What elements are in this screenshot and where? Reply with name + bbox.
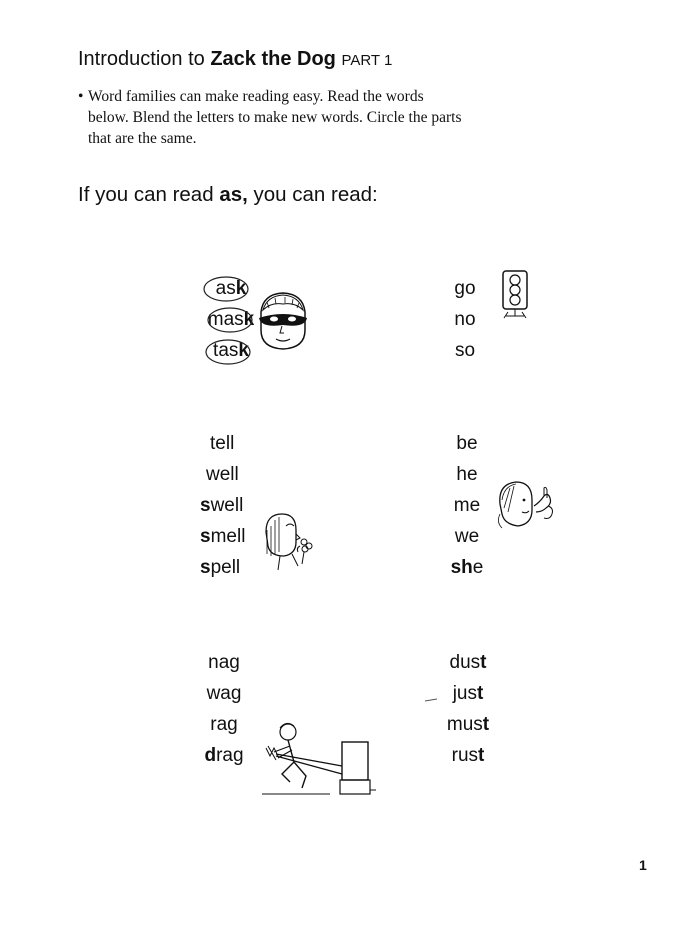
word-rust: rust bbox=[451, 745, 485, 766]
page-title bbox=[78, 48, 392, 71]
title-story-name: Zack the Dog bbox=[210, 48, 336, 70]
title-part: PART 1 bbox=[341, 52, 393, 69]
word-dust: dust bbox=[449, 652, 487, 673]
bullet: • bbox=[78, 88, 84, 105]
prompt-before: If you can read bbox=[78, 183, 220, 206]
word-task: task bbox=[213, 340, 249, 361]
prompt-heading bbox=[78, 183, 378, 207]
word-we: we bbox=[454, 526, 480, 547]
girl-pointing-illustration bbox=[494, 474, 556, 536]
instructions bbox=[78, 86, 518, 149]
word-swell: swell bbox=[200, 495, 244, 516]
word-so: so bbox=[454, 340, 476, 361]
word-nag: nag bbox=[208, 652, 240, 673]
masked-face-illustration bbox=[255, 290, 311, 352]
word-group-nag bbox=[196, 647, 252, 771]
prompt-key-word: as, bbox=[219, 183, 248, 206]
instruction-line-1: Word families can make reading easy. Read the words bbox=[88, 88, 424, 105]
word-smell: smell bbox=[200, 526, 246, 547]
word-group-be bbox=[444, 428, 490, 583]
word-drag: drag bbox=[204, 745, 244, 766]
instruction-line-2: below. Blend the letters to make new words. Circle the parts bbox=[88, 109, 462, 126]
person-dragging-box-illustration bbox=[258, 718, 382, 800]
word-group-dust bbox=[440, 647, 496, 771]
word-well: well bbox=[206, 464, 239, 485]
page-number: 1 bbox=[639, 857, 647, 873]
word-she: she bbox=[450, 557, 484, 578]
word-group-go bbox=[440, 273, 490, 366]
traffic-light-illustration bbox=[498, 268, 534, 320]
word-mask: mask bbox=[207, 309, 255, 330]
word-me: me bbox=[453, 495, 481, 516]
word-spell: spell bbox=[200, 557, 241, 578]
word-group-tell bbox=[200, 428, 260, 583]
word-go: go bbox=[454, 278, 476, 299]
word-wag: wag bbox=[206, 683, 242, 704]
instruction-line-3: that are the same. bbox=[88, 130, 197, 147]
pencil-stray-mark bbox=[424, 697, 438, 703]
word-just: just bbox=[452, 683, 484, 704]
word-he: he bbox=[456, 464, 478, 485]
word-tell: tell bbox=[210, 433, 235, 454]
word-must: must bbox=[446, 714, 490, 735]
person-smelling-flower-illustration bbox=[258, 508, 318, 572]
word-be: be bbox=[456, 433, 478, 454]
title-prefix: Introduction to bbox=[78, 48, 211, 70]
prompt-after: you can read: bbox=[247, 183, 378, 206]
word-ask: ask bbox=[215, 278, 247, 299]
word-rag: rag bbox=[210, 714, 238, 735]
word-no: no bbox=[454, 309, 476, 330]
